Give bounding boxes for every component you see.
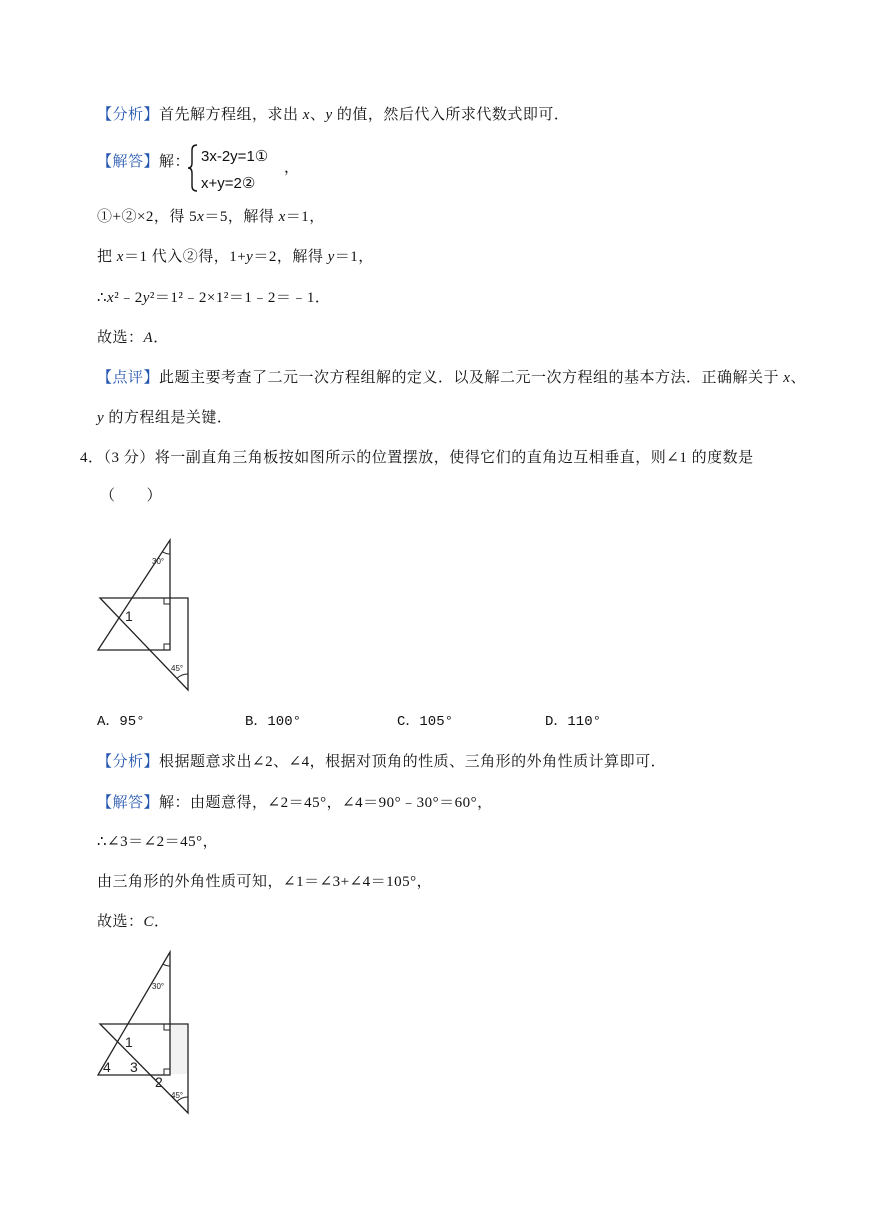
- variable-x: x: [107, 290, 115, 306]
- equation-system: [201, 143, 291, 197]
- right-angle-mark: [164, 598, 170, 604]
- text-run: 把: [97, 249, 117, 265]
- choice-letter: A: [143, 330, 154, 346]
- q4-triangle-figure: [95, 535, 195, 695]
- shaded-region: [170, 1025, 187, 1074]
- q4-solution-figure: [95, 947, 195, 1119]
- right-angle-mark: [164, 1069, 170, 1075]
- angle-1-label: 1: [125, 1034, 133, 1050]
- text-run: ＝1 代入②得，1+: [123, 249, 247, 265]
- answer-tag: 【解答】: [97, 154, 160, 170]
- option-d: D．110°: [545, 714, 602, 730]
- variable-y: y: [325, 107, 333, 123]
- variable-y: y: [246, 249, 254, 265]
- text-run: 此题主要考查了二元一次方程组解的定义．以及解二元一次方程组的基本方法．正确解关于: [159, 370, 784, 386]
- angle-1-label: 1: [125, 608, 133, 624]
- text-run: 、: [309, 107, 326, 123]
- answer-tag: 【解答】: [97, 795, 160, 811]
- text-run: 故选：: [97, 914, 144, 930]
- text-run: 、: [790, 370, 806, 386]
- text-run: 的值，然后代入所求代数式即可．: [332, 107, 570, 123]
- q4-step2-line: 由三角形的外角性质可知，∠1＝∠3+∠4＝105°，: [97, 874, 433, 890]
- text-run: ①+②×2，得 5: [97, 209, 198, 225]
- angle-45-label: 45°: [171, 664, 184, 673]
- text-run: ＝5，解得: [204, 209, 279, 225]
- option-a: A．95°: [97, 714, 145, 730]
- brace-path: [188, 145, 197, 191]
- angle-45-label: 45°: [171, 1091, 184, 1100]
- triangle-30-60-90: [98, 952, 170, 1075]
- choice-letter: C: [143, 914, 155, 930]
- option-c: C．105°: [397, 714, 454, 730]
- text-run: ²＝1²﹣2×1²＝1﹣2＝﹣1．: [149, 290, 331, 306]
- analysis-tag: 【分析】: [97, 107, 160, 123]
- angle-30-label: 30°: [152, 982, 165, 991]
- q4-stem: 4．（3 分）将一副直角三角板按如图所示的位置摆放，使得它们的直角边互相垂直，则∠1 的度数是: [80, 450, 754, 466]
- text-run: ²﹣2: [114, 290, 143, 306]
- q4-choice-line: [97, 912, 170, 932]
- triangle-45-45-90: [100, 598, 188, 690]
- system-comma: ，: [284, 160, 300, 176]
- text-run: 根据题意求出∠2、∠4，根据对顶角的性质、三角形的外角性质计算即可．: [159, 754, 667, 770]
- variable-y: y: [327, 249, 335, 265]
- text-run: 故选：: [97, 330, 144, 346]
- right-angle-mark: [164, 644, 170, 650]
- q3-analysis-line: [97, 105, 569, 125]
- q3-step3-line: [97, 288, 330, 308]
- variable-y: y: [142, 290, 150, 306]
- q4-analysis-line: [97, 752, 666, 772]
- text-run: ＝1，: [334, 249, 374, 265]
- q4-answer-blank: （ ）: [100, 488, 163, 504]
- text-run: ∴: [97, 290, 108, 306]
- q3-choice-line: [97, 328, 169, 348]
- answer-intro: 解：: [159, 154, 191, 170]
- variable-x: x: [783, 370, 791, 386]
- q3-answer-line: [97, 152, 190, 172]
- text-run: ．: [153, 330, 169, 346]
- text-run: ＝2，解得: [253, 249, 328, 265]
- angle-2-label: 2: [155, 1074, 163, 1090]
- angle-30-label: 30°: [152, 557, 165, 566]
- q3-comment-line-1: [97, 368, 806, 388]
- angle-4-label: 4: [103, 1059, 111, 1075]
- angle-arc-30: [163, 964, 170, 966]
- angle-arc-30: [162, 552, 170, 554]
- q3-step2-line: [97, 247, 374, 267]
- angle-3-label: 3: [130, 1059, 138, 1075]
- text-run: 首先解方程组，求出: [159, 107, 303, 123]
- variable-x: x: [302, 107, 310, 123]
- variable-x: x: [116, 249, 124, 265]
- q3-comment-line-2: [97, 408, 232, 428]
- text-run: 的方程组是关键．: [104, 410, 233, 426]
- text-run: ＝1，: [285, 209, 325, 225]
- text-run: 解：由题意得，∠2＝45°，∠4＝90°﹣30°＝60°，: [159, 795, 493, 811]
- q3-step1-line: [97, 207, 325, 227]
- angle-arc-45: [177, 674, 188, 678]
- equation-1: 3x-2y=1①: [201, 148, 269, 165]
- variable-y: y: [97, 410, 105, 426]
- text-run: ．: [154, 914, 170, 930]
- q4-step1-line: ∴∠3＝∠2＝45°，: [97, 834, 219, 850]
- option-b: B．100°: [245, 714, 302, 730]
- q4-answer-line: [97, 793, 493, 813]
- equation-system-brace: [187, 144, 199, 192]
- analysis-tag: 【分析】: [97, 754, 160, 770]
- right-angle-mark: [164, 1024, 170, 1030]
- comment-tag: 【点评】: [97, 370, 160, 386]
- variable-x: x: [278, 209, 286, 225]
- equation-2: x+y=2②: [201, 175, 256, 192]
- variable-x: x: [197, 209, 205, 225]
